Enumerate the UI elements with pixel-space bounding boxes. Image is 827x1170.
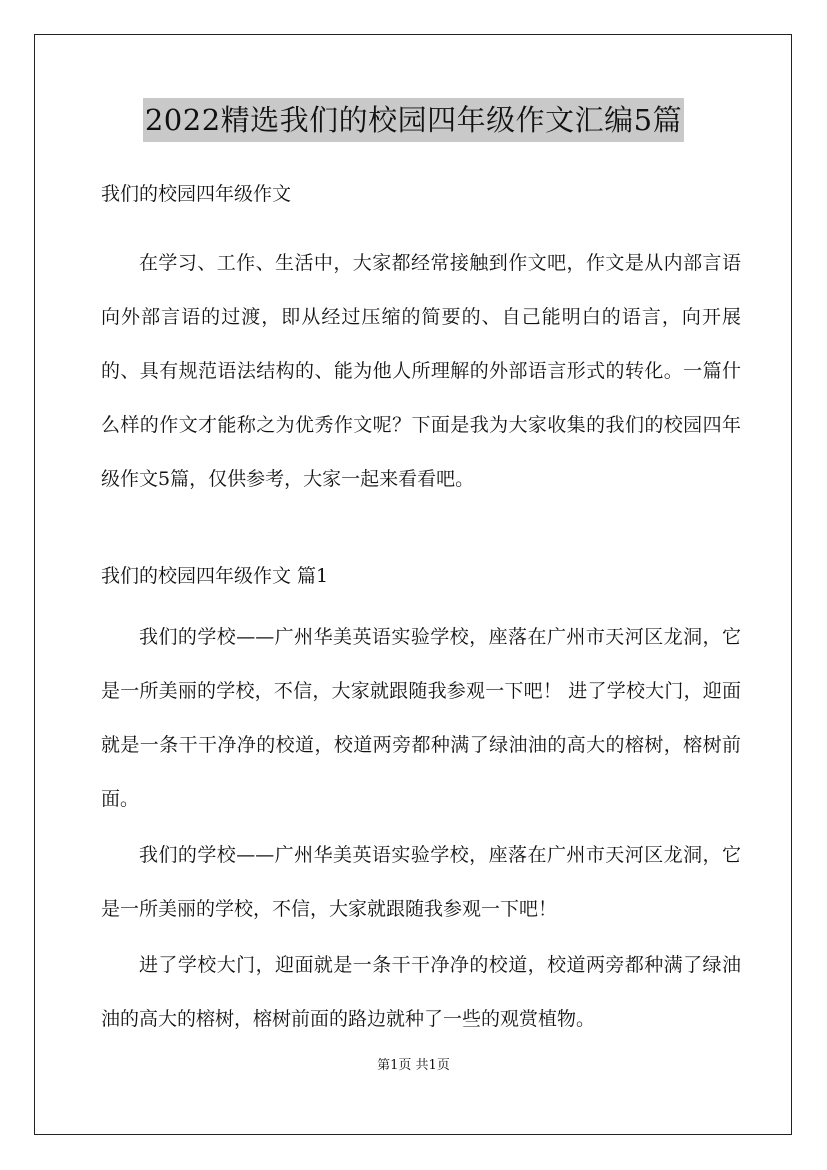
- body-paragraph: 我们的学校——广州华美英语实验学校，座落在广州市天河区龙洞，它是一所美丽的学校，不信，大家就跟随我参观一下吧！: [101, 844, 741, 920]
- intro-heading: 我们的校园四年级作文: [101, 183, 292, 205]
- body-paragraph: 我们的学校——广州华美英语实验学校，座落在广州市天河区龙洞，它是一所美丽的学校，不信，大家就跟随我参观一下吧！ 进了学校大门，迎面就是一条干干净净的校道，校道两旁都种满了绿油油的高大的榕树，榕树前面。: [101, 626, 741, 810]
- title-container: [0, 98, 827, 142]
- page-footer: 第1页 共1页: [377, 1058, 450, 1073]
- section-heading: 我们的校园四年级作文 篇1: [101, 565, 329, 587]
- document-title: 2022精选我们的校园四年级作文汇编5篇: [143, 98, 684, 142]
- intro-paragraph: 在学习、工作、生活中，大家都经常接触到作文吧，作文是从内部言语向外部言语的过渡，即从经过压缩的简要的、自己能明白的语言，向开展的、具有规范语法结构的、能为他人所理解的外部语言形式的转化。一篇什么样的作文才能称之为优秀作文呢？下面是我为大家收集的我们的校园四年级作文5篇，仅供参考，大家一起来看看吧。: [101, 252, 741, 490]
- document-body: [101, 176, 741, 1046]
- body-paragraph: 进了学校大门，迎面就是一条干干净净的校道，校道两旁都种满了绿油油的高大的榕树，榕树前面的路边就种了一些的观赏植物。: [101, 954, 741, 1030]
